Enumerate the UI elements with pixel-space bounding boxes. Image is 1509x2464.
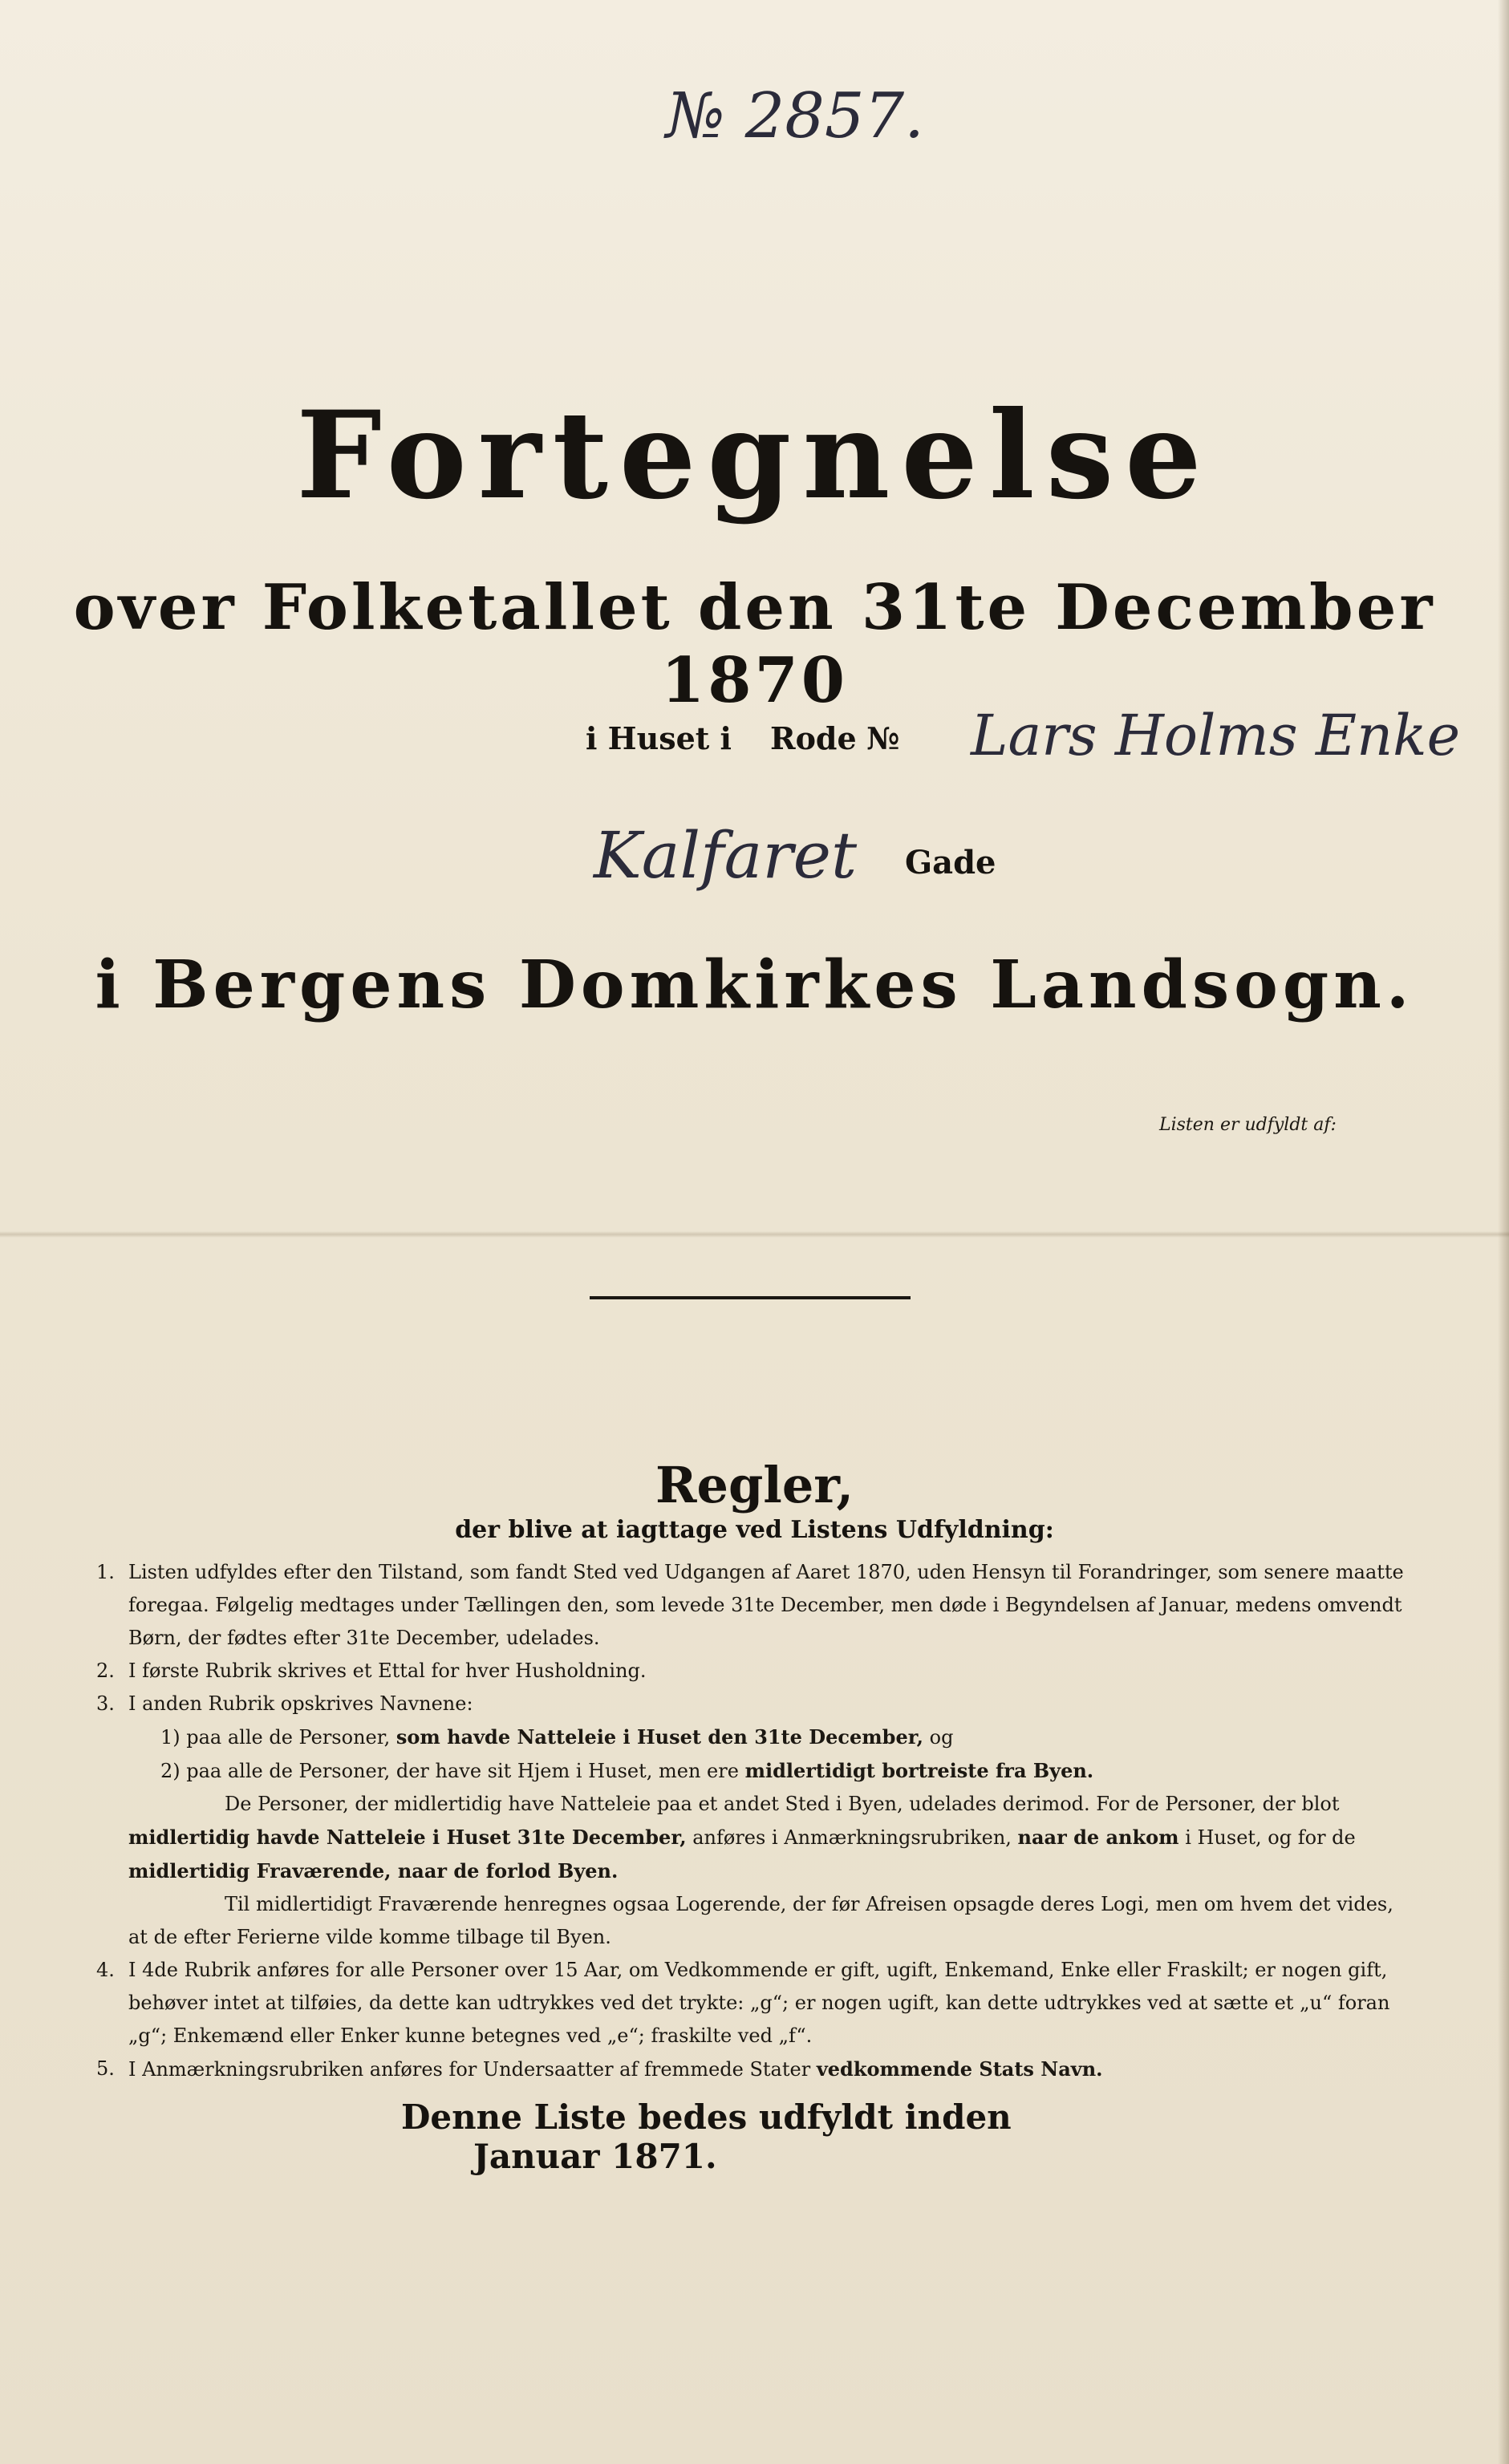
rule-text: I 4de Rubrik anføres for alle Personer over 15 Aar, om Vedkommende er gift, ugift, Enkemand, Enke eller Fraskilt; er nogen gift, behøver intet at tilføies, da dette kan udtrykkes ved det trykte: „g“; er nogen ugift, kan dette udtrykkes ved at sætte et „u“ foran „g“; Enkemænd eller Enker kunne betegnes ved „e“; fraskilte ved „f“. xyxy=(128,1959,1390,2047)
rule-4 xyxy=(96,1954,1412,2053)
rode-label: Rode xyxy=(770,720,857,756)
house-name-handwritten: Lars Holms Enke xyxy=(971,703,1461,768)
rule-2 xyxy=(96,1655,1412,1688)
paper-fold-line xyxy=(0,1231,1509,1238)
footer-text: Denne Liste bedes udfyldt inden xyxy=(401,2097,1012,2137)
rule-3-paragraph-1: De Personer, der midlertidig have Natteleie paa et andet Sted i Byen, udelades derimod. For de Personer, der blot midlertidig havde Natteleie i Huset 31te December, anføres i Anmærkningsrubriken, naar de ankom i Huset, og for de midlertidig Fraværende, naar de forlod Byen. xyxy=(128,1793,1356,1882)
rode-number-label: № xyxy=(866,720,900,756)
rule-number: 1. xyxy=(96,1561,115,1583)
rule-text: I anden Rubrik opskrives Navnene: xyxy=(128,1692,473,1715)
rule-3-paragraph-2: Til midlertidigt Fraværende henregnes ogsaa Logerende, der før Afreisen opsagde deres Logi, men om hvem det vides, at de efter Ferierne vilde komme tilbage til Byen. xyxy=(128,1893,1393,1948)
rules-title: Regler, xyxy=(655,1456,854,1514)
parish-heading: i Bergens Domkirkes Landsogn. xyxy=(95,946,1414,1023)
divider-rule xyxy=(590,1296,911,1299)
rule-text: I Anmærkningsrubriken anføres for Undersaatter af fremmede Stater xyxy=(128,2058,811,2081)
rule-number: 3. xyxy=(96,1692,115,1715)
rule-text-emphasis: vedkommende Stats Navn. xyxy=(816,2057,1103,2081)
rule-text: I første Rubrik skrives et Ettal for hver Husholdning. xyxy=(128,1660,647,1682)
rule-text: Listen udfyldes efter den Tilstand, som fandt Sted ved Udgangen af Aaret 1870, uden Hensyn til Forandringer, som senere maatte foregaa. Følgelig medtages under Tællingen den, som levede 31te December, men døde i Begyndelsen af Januar, medens omvendt Børn, der fødtes efter 31te December, udelades. xyxy=(128,1561,1404,1649)
rule-1 xyxy=(96,1556,1412,1655)
house-label: i Huset i xyxy=(586,720,732,756)
filled-by-label: Listen er udfyldt af: xyxy=(1159,1115,1337,1135)
house-line xyxy=(0,703,1509,784)
rule-3-sub-2: 2) paa alle de Personer, der have sit Hjem i Huset, men ere midlertidigt bortreiste fra Byen. xyxy=(160,1759,1094,1782)
rule-number: 2. xyxy=(96,1660,115,1682)
footer-deadline-line xyxy=(401,2097,1203,2176)
rule-number: 5. xyxy=(96,2057,115,2080)
rules-subtitle: der blive at iagttage ved Listens Udfyldning: xyxy=(455,1516,1054,1544)
paper-edge-shadow xyxy=(1498,0,1509,2464)
rules-list xyxy=(96,1556,1412,2086)
street-label: Gade xyxy=(905,844,996,881)
rule-number: 4. xyxy=(96,1959,115,1981)
footer-deadline: Januar 1871. xyxy=(473,2137,717,2176)
form-subtitle: over Folketallet den 31te December 1870 xyxy=(73,571,1436,717)
form-title: Fortegnelse xyxy=(296,385,1213,526)
document-number: № 2857. xyxy=(666,80,924,152)
rule-5 xyxy=(96,2053,1412,2086)
rule-3 xyxy=(96,1688,1412,1954)
rule-3-sub-1: 1) paa alle de Personer, som havde Natteleie i Huset den 31te December, og xyxy=(160,1725,954,1749)
street-line xyxy=(0,818,1509,898)
street-name-handwritten: Kalfaret xyxy=(594,818,858,893)
